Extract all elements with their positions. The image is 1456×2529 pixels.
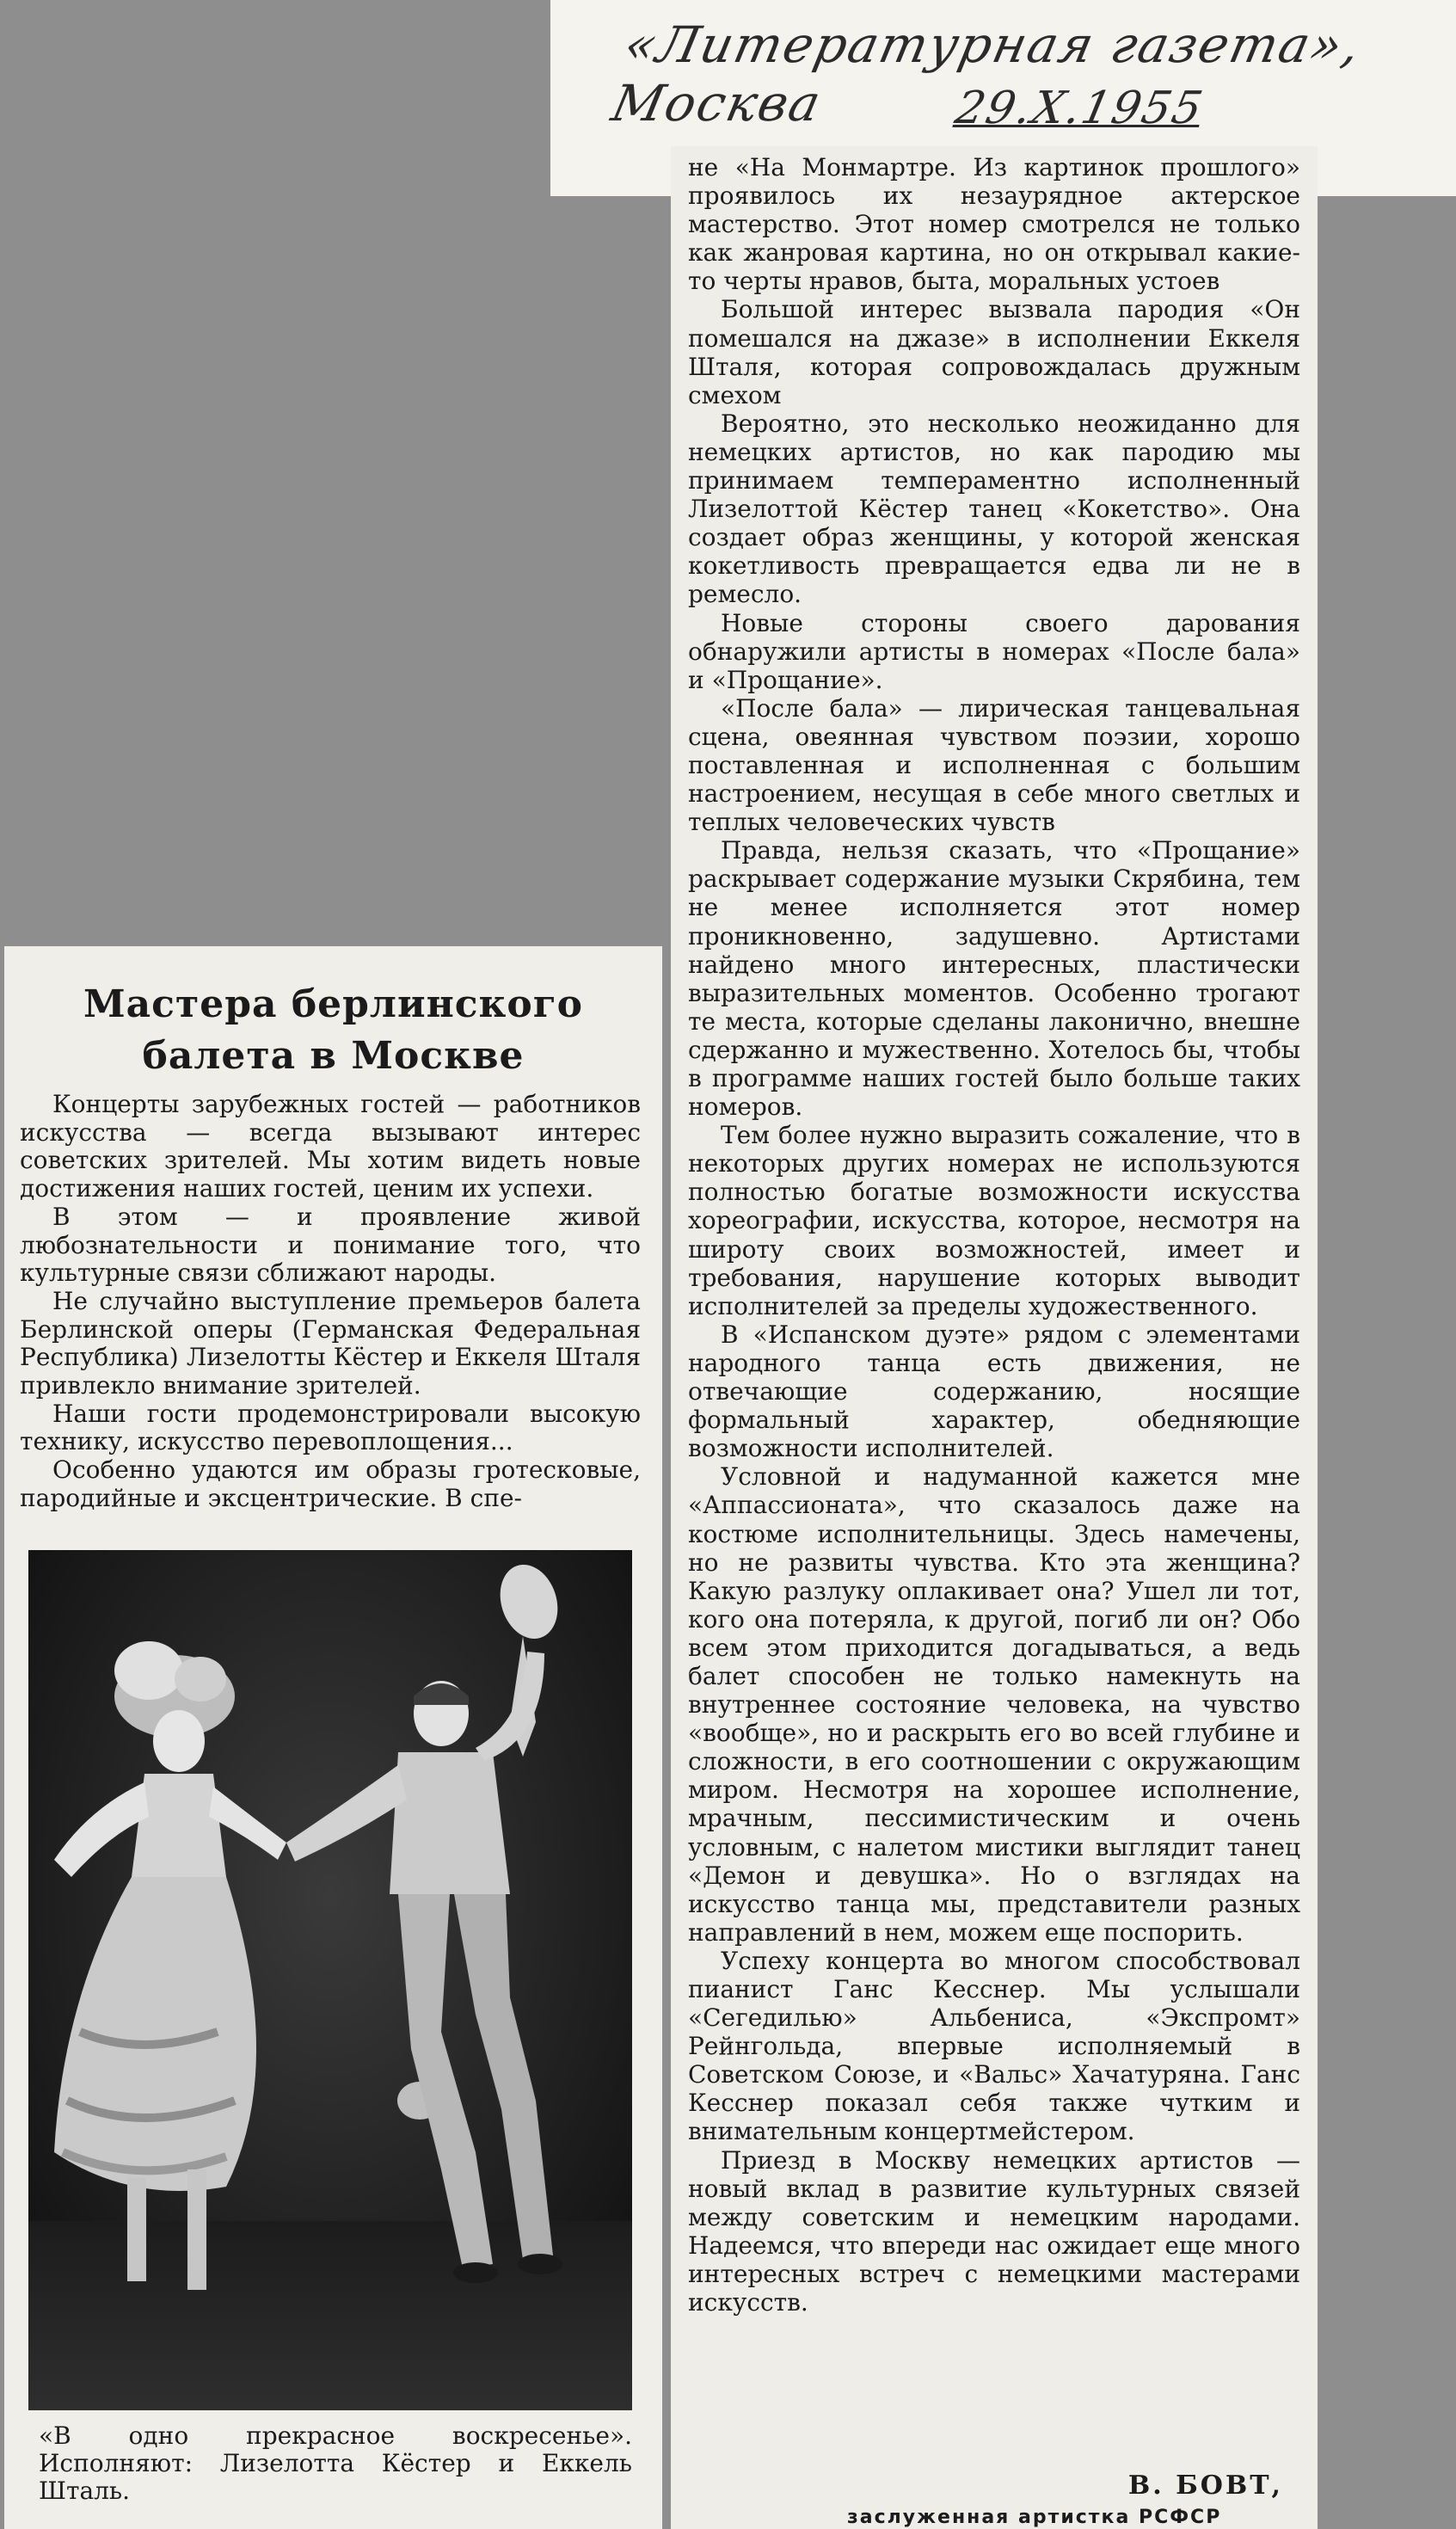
continuation-text	[688, 153, 1300, 2317]
opening-text	[20, 1091, 641, 1513]
paragraph: Успеху концерта во многом способствовал пианист Ганс Кесснер. Мы услышали «Сегедилью» Альбениса, «Экспромт» Рейнгольда, впервые исполняемый в Советском Союзе, и «Вальс» Хачатуряна. Ганс Кесснер показал себя также чутким и внимательным концертмейстером.	[688, 1946, 1300, 2146]
paragraph: Наши гости продемонстрировали высокую технику, искусство перевоплощения...	[20, 1399, 641, 1456]
article-continuation-column	[671, 146, 1318, 2529]
source-note-publication: «Литературная газета», Москва	[606, 15, 1367, 132]
paragraph: Тем более нужно выразить сожаление, что в некоторых других номерах не используются полностью богатые возможности искусства хореографии, искусства, которое, несмотря на широту своих возможностей, имеет и требования, нарушение которых выводит исполнителей за пределы художественного.	[688, 1121, 1300, 1320]
author-title: заслуженная артистка РСФСР	[847, 2507, 1222, 2528]
dancers-photo	[28, 1550, 632, 2410]
paragraph: В «Испанском дуэте» рядом с элементами народного танца есть движения, не отвечающие содержанию, носящие формальный характер, обедняющие возможности исполнителей.	[688, 1320, 1300, 1463]
author-signature: В. БОВТ,	[1127, 2471, 1283, 2501]
headline-line-2: балета в Москве	[142, 1034, 525, 1078]
paragraph: Вероятно, это несколько неожиданно для немецких артистов, но как пародию мы принимаем темпераментно исполненный Лизелоттой Кёстер танец «Кокетство». Она создает образ женщины, у которой женская кокетливость превращается едва ли не в ремесло.	[688, 409, 1300, 609]
paragraph: не «На Монмартре. Из картинок прошлого» проявилось их незаурядное актерское мастерство. Этот номер смотрелся не только как жанровая картина, но он открывал какие-то черты нравов, быта, моральных устоев	[688, 153, 1300, 296]
paragraph: Большой интерес вызвала пародия «Он помешался на джазе» в исполнении Еккеля Шталя, которая сопровождалась дружным смехом	[688, 295, 1300, 409]
article-opening-column	[4, 946, 662, 2529]
paragraph: В этом — и проявление живой любознательности и понимание того, что культурные связи сближают народы.	[20, 1202, 641, 1288]
article-headline	[4, 979, 662, 1082]
paragraph: Новые стороны своего дарования обнаружили артисты в номерах «После бала» и «Прощание».	[688, 608, 1300, 694]
source-note-date: 29.X.1955	[950, 83, 1208, 134]
headline-line-1: Мастера берлинского	[83, 982, 584, 1026]
paragraph: Концерты зарубежных гостей — работников искусства — всегда вызывают интерес советских зрителей. Мы хотим видеть новые достижения наших гостей, ценим их успехи.	[20, 1090, 641, 1203]
paragraph: Особенно удаются им образы гротесковые, пародийные и эксцентрические. В спе-	[20, 1455, 641, 1512]
paragraph: «После бала» — лирическая танцевальная сцена, овеянная чувством поэзии, хорошо поставленная и исполненная с большим настроением, несущая в себе много светлых и теплых человеческих чувств	[688, 693, 1300, 837]
paragraph: Правда, нельзя сказать, что «Прощание» раскрывает содержание музыки Скрябина, тем не менее исполняется этот номер проникновенно, задушевно. Артистами найдено много интересных, пластически выразительных моментов. Особенно трогают те места, которые сделаны лаконично, внешне сдержанно и мужественно. Хотелось бы, чтобы в программе наших гостей было больше таких номеров.	[688, 836, 1300, 1122]
paragraph: Приезд в Москву немецких артистов — новый вклад в развитие культурных связей между советским и немецким народами. Надеемся, что впереди нас ожидает еще много интересных встреч с немецкими мастерами искусств.	[688, 2145, 1300, 2317]
photo-caption: «В одно прекрасное воскресенье». Исполняют: Лизелотта Кёстер и Еккель Шталь.	[39, 2421, 632, 2505]
paragraph: Условной и надуманной кажется мне «Аппассионата», что сказалось даже на костюме исполнительницы. Здесь намечены, но не развиты чувства. Кто эта женщина? Какую разлуку оплакивает она? Ушел ли тот, кого она потеряла, к другой, погиб ли он? Обо всем этом приходится догадываться, а ведь балет способен не только намекнуть на внутреннее состояние человека, на чувство «вообще», но и раскрыть его во всей глубине и сложности, в его соотношении с окружающим миром. Несмотря на хорошее исполнение, мрачным, пессимистическим и очень условным, с налетом мистики выглядит танец «Демон и девушка». Но о взглядах на искусство танца мы, представители разных направлений в нем, можем еще поспорить.	[688, 1462, 1300, 1947]
paragraph: Не случайно выступление премьеров балета Берлинской оперы (Германская Федеральная Республика) Лизелотты Кёстер и Еккеля Шталя привлекло внимание зрителей.	[20, 1286, 641, 1400]
